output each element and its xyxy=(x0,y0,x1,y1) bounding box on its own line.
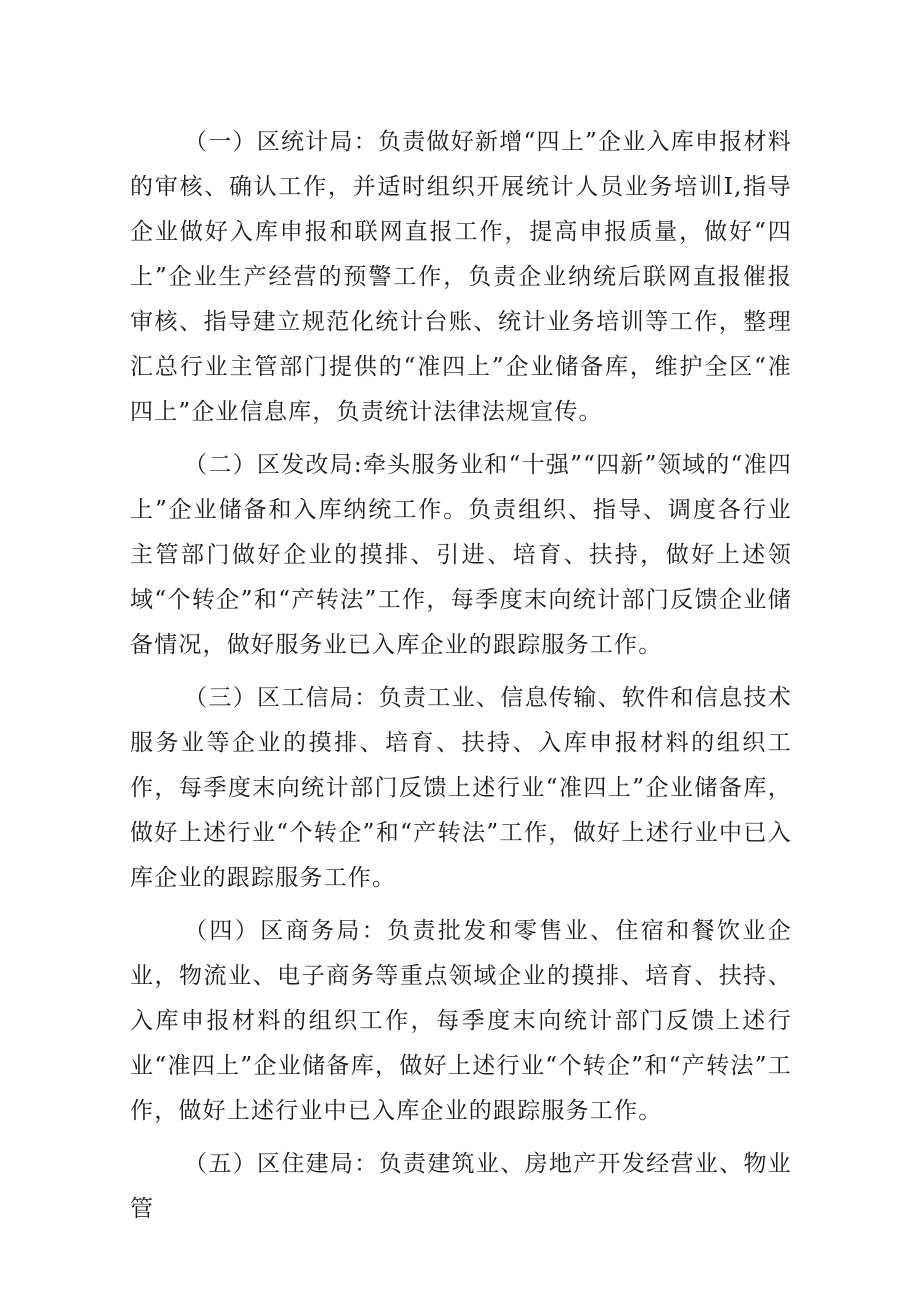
paragraph-commerce-bureau: （四）区商务局：负责批发和零售业、住宿和餐饮业企业，物流业、电子商务等重点领域企业的摸排、培育、扶持、入库申报材料的组织工作，每季度末向统计部门反馈上述行业“准四上”企业储备库，做好上述行业“个转企”和“产转法”工作，做好上述行业中已入库企业的跟踪服务工作。 xyxy=(130,918,792,1124)
paragraph-development-reform-bureau: （二）区发改局:牵头服务业和“十强”“四新”领域的“准四上”企业储备和入库纳统工作。负责组织、指导、调度各行业主管部门做好企业的摸排、引进、培育、扶持，做好上述领域“个转企”和“产转法”工作，每季度末向统计部门反馈企业储备情况，做好服务业已入库企业的跟踪服务工作。 xyxy=(130,452,792,658)
paragraph-industry-it-bureau: （三）区工信局：负责工业、信息传输、软件和信息技术服务业等企业的摸排、培育、扶持、入库申报材料的组织工作，每季度末向统计部门反馈上述行业“准四上”企业储备库，做好上述行业“个转企”和“产转法”工作，做好上述行业中已入库企业的跟踪服务工作。 xyxy=(130,685,792,891)
paragraph-housing-construction-bureau: （五）区住建局：负责建筑业、房地产开发经营业、物业管 xyxy=(130,1151,792,1222)
paragraph-statistics-bureau: （一）区统计局：负责做好新增“四上”企业入库申报材料的审核、确认工作，并适时组织开展统计人员业务培训I,指导企业做好入库申报和联网直报工作，提高申报质量，做好“四上”企业生产经营的预警工作，负责企业纳统后联网直报催报审核、指导建立规范化统计台账、统计业务培训等工作，整理汇总行业主管部门提供的“准四上”企业储备库，维护全区“准四上”企业信息库，负责统计法律法规宣传。 xyxy=(130,129,792,425)
